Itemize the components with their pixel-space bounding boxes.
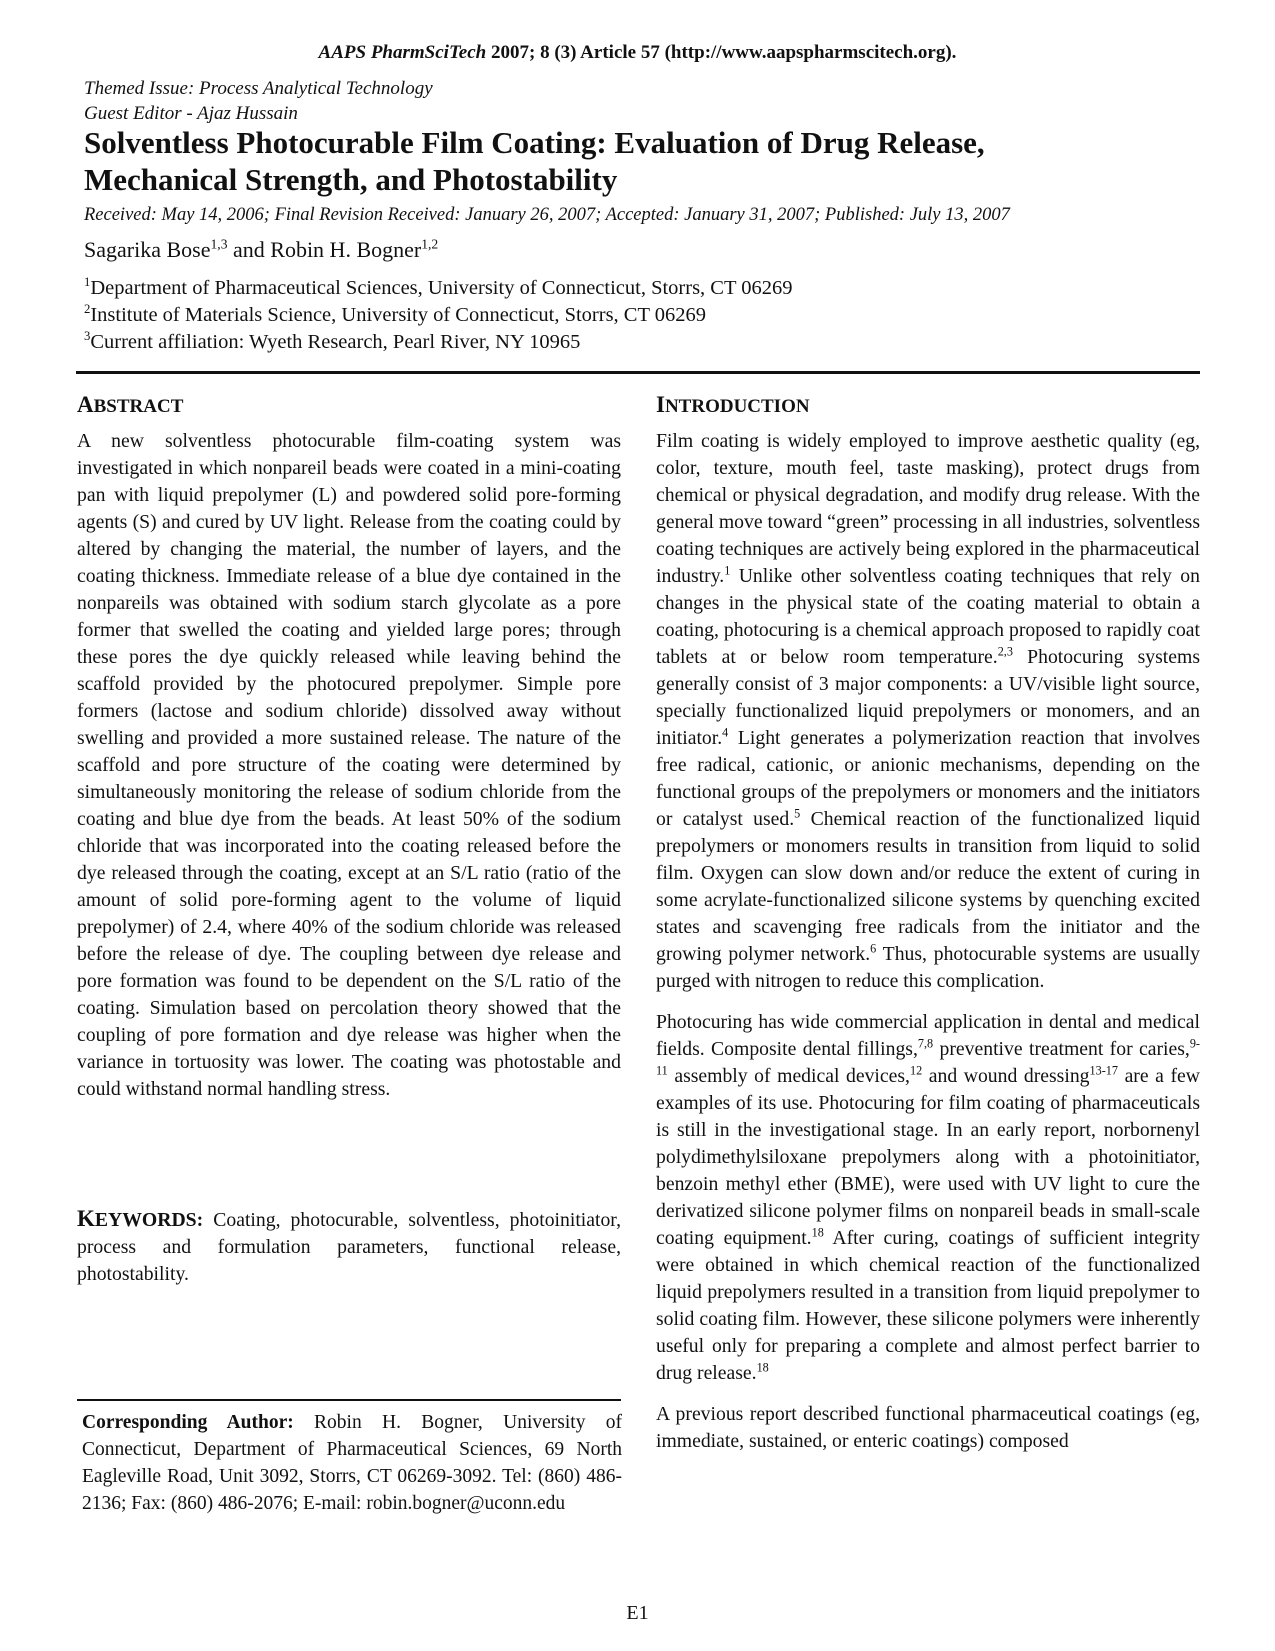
paragraph-text: and wound dressing: [922, 1065, 1090, 1087]
citation-ref: 5: [794, 806, 801, 821]
paragraph-text: Photocuring has wide commercial application in dental and medical fields. Composite dental fillings,: [656, 1011, 1200, 1060]
received-dates: Received: May 14, 2006; Final Revision Received: January 26, 2007; Accepted: January 31, 2007; Published: July 13, 2007: [84, 205, 1010, 225]
journal-citation: 2007; 8 (3) Article 57 (http://www.aapspharmscitech.org).: [486, 42, 957, 63]
paragraph-text: are a few examples of its use. Photocuring for film coating of pharmaceuticals is still in the investigational stage. In an early report, norbornenyl polydimethylsiloxane prepolymers along with a photoinitiator, benzoin methyl ether (BME), were used with UV light to cure the derivatized silicone polymer films on nonpareil beads in small-scale coating equipment.: [656, 1065, 1200, 1249]
affiliation-text: Institute of Materials Science, University of Connecticut, Storrs, CT 06269: [90, 304, 707, 326]
citation-ref: 1: [724, 563, 731, 578]
citation-ref: 2,3: [997, 644, 1013, 659]
corresponding-text: Robin H. Bogner, University of Connecticut, Department of Pharmaceutical Sciences, 69 North Eagleville Road, Unit 3092, Storrs, CT 06269-3092. Tel: (860) 486-2136; Fax: (860) 486-2076; E-mail: robin.bogner@uconn.edu: [82, 1412, 622, 1514]
citation-ref: 18: [811, 1225, 824, 1240]
paragraph-text: Light generates a polymerization reaction that involves free radical, cationic, or anionic mechanisms, depending on the functional groups of the prepolymers or monomers and the initiators or catalyst used.: [656, 727, 1200, 830]
citation-ref: 6: [870, 941, 877, 956]
abstract-text: A new solventless photocurable film-coating system was investigated in which nonpareil beads were coated in a mini-coating pan with liquid prepolymer (L) and powdered solid pore-forming agents (S) and cured by UV light. Release from the coating could by altered by changing the material, the number of layers, and the coating thickness. Immediate release of a blue dye contained in the nonpareils was obtained with sodium starch glycolate as a pore former that swelled the coating and yielded large pores; through these pores the dye quickly released while leaving behind the scaffold provided by the photocured prepolymer. Simple pore formers (lactose and sodium chloride) dissolved away without swelling and provided a more sustained release. The nature of the scaffold and pore structure of the coating were determined by simultaneously monitoring the release of sodium chloride from the coating and blue dye from the beads. At least 50% of the sodium chloride that was incorporated into the coating released before the dye released through the coating, except at an S/L ratio (ratio of the amount of solid pore-forming agent to the volume of liquid prepolymer) of 2.4, where 40% of the sodium chloride was released before the release of dye. The coupling between dye release and pore formation was found to be dependent on the S/L ratio of the coating. Simulation based on percolation theory showed that the coupling of pore formation and dye release was higher when the variance in tortuosity was lower. The coating was photostable and could withstand normal handling stress.: [77, 430, 621, 1100]
page-number: E1: [626, 1602, 649, 1624]
affiliations: [84, 275, 793, 356]
citation-ref: 4: [722, 725, 729, 740]
affiliation-sup: 3: [84, 329, 91, 344]
corresponding-author: [82, 1409, 622, 1517]
keywords-label: [77, 1206, 204, 1231]
keywords: [77, 1205, 621, 1288]
paragraph-text: After curing, coatings of sufficient integrity were obtained in which chemical reaction of the functionalized liquid prepolymers resulted in a transition from liquid prepolymer to solid coating film. However, these silicone polymers were inherently useful only for preparing a complete and almost perfect barrier to drug release.: [656, 1227, 1200, 1384]
header-divider: [76, 371, 1200, 374]
paragraph-text: A previous report described functional pharmaceutical coatings (eg, immediate, sustained, or enteric coatings) composed: [656, 1403, 1200, 1452]
abstract-heading: [77, 393, 621, 419]
paragraph-text: preventive treatment for caries,: [933, 1038, 1190, 1060]
paragraph-text: Unlike other solventless coating techniques that rely on changes in the physical state of the coating material to obtain a coating, photocuring is a chemical approach proposed to rapidly coat tablets at or below room temperature.: [656, 565, 1200, 668]
affiliation-sup: 1: [84, 275, 91, 290]
introduction-heading: [656, 393, 1200, 419]
themed-issue-block: [84, 76, 433, 126]
introduction-section: [656, 393, 1200, 1469]
author-1: Sagarika Bose: [84, 237, 211, 262]
author-1-sup: 1,3: [210, 236, 228, 252]
heading-cap: I: [656, 392, 665, 417]
keywords-text: Coating, photocurable, solventless, photoinitiator, process and formulation parameters, functional release, photostability.: [77, 1209, 621, 1285]
author-2: and Robin H. Bogner: [227, 237, 422, 262]
affiliation-sup: 2: [84, 302, 91, 317]
keywords-label-rest: EYWORDS:: [94, 1209, 204, 1231]
intro-paragraph-1: [656, 428, 1200, 995]
paragraph-text: Thus, photocurable systems are usually purged with nitrogen to reduce this complication.: [656, 943, 1200, 992]
keywords-label-cap: K: [77, 1206, 95, 1231]
title-line-2: Mechanical Strength, and Photostability: [84, 162, 618, 197]
affiliation-3: [84, 329, 793, 356]
paragraph-text: Film coating is widely employed to improve aesthetic quality (eg, color, texture, mouth feel, taste masking), protect drugs from chemical or physical degradation, and modify drug release. With the general move toward “green” processing in all industries, solventless coating techniques are actively being explored in the pharmaceutical industry.: [656, 430, 1200, 587]
abstract-section: [77, 393, 621, 1117]
citation-ref: 7,8: [917, 1036, 934, 1051]
affiliation-1: [84, 275, 793, 302]
guest-editor: Guest Editor - Ajaz Hussain: [84, 103, 298, 124]
affiliation-2: [84, 302, 793, 329]
affiliation-text: Current affiliation: Wyeth Research, Pearl River, NY 10965: [90, 331, 581, 353]
paragraph-text: Photocuring systems generally consist of 3 major components: a UV/visible light source, specially functionalized liquid prepolymers or monomers, and an initiator.: [656, 646, 1200, 749]
citation-ref: 9-11: [656, 1036, 1200, 1078]
journal-name: AAPS PharmSciTech: [318, 42, 487, 63]
heading-rest: NTRODUCTION: [664, 396, 810, 417]
title-line-1: Solventless Photocurable Film Coating: Evaluation of Drug Release,: [84, 125, 985, 160]
heading-cap: A: [77, 392, 94, 417]
corresponding-label: Corresponding Author:: [82, 1412, 294, 1433]
corresponding-divider: [77, 1399, 621, 1401]
authors: [84, 237, 438, 263]
themed-issue: Themed Issue: Process Analytical Technology: [84, 78, 433, 99]
citation-ref: 13-17: [1089, 1063, 1118, 1078]
intro-paragraph-2: [656, 1009, 1200, 1387]
affiliation-text: Department of Pharmaceutical Sciences, University of Connecticut, Storrs, CT 06269: [90, 277, 793, 299]
paragraph-text: assembly of medical devices,: [667, 1065, 910, 1087]
citation-ref: 12: [909, 1063, 923, 1078]
intro-paragraph-3: [656, 1401, 1200, 1455]
journal-header: [0, 42, 1275, 64]
citation-ref: 18: [756, 1360, 769, 1375]
paragraph-text: Chemical reaction of the functionalized liquid prepolymers or monomers results in transition from liquid to solid film. Oxygen can slow down and/or reduce the extent of curing in some acrylate-functionalized silicone systems by quenching excited states and scavenging free radicals from the initiator and the growing polymer network.: [656, 808, 1200, 965]
author-2-sup: 1,2: [421, 236, 439, 252]
article-title: [84, 124, 1204, 198]
heading-rest: BSTRACT: [93, 396, 184, 417]
